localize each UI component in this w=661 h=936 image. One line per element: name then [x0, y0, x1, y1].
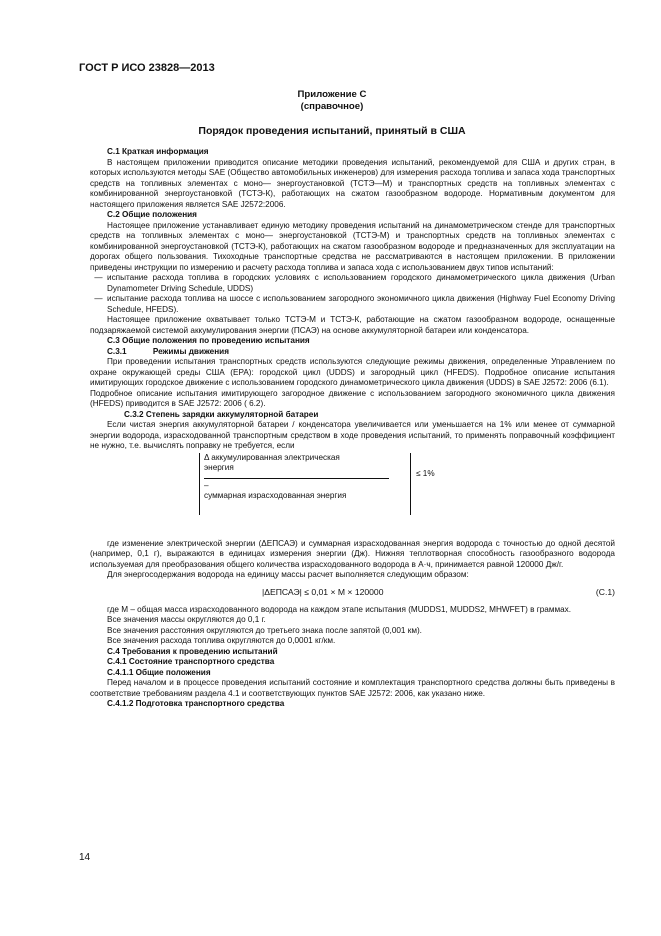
rounding-distance: Все значения расстояния округляются до третьего знака после запятой (0,001 км).	[107, 625, 422, 635]
section-c2-heading: С.2 Общие положения	[107, 210, 197, 219]
fraction-box	[199, 453, 411, 515]
appendix-label: Приложение С	[297, 89, 367, 100]
document-body	[90, 147, 615, 710]
section-c31-text: При проведении испытания транспортных средств используются следующие режимы движения, определенные Управлением по охране окружающей среды США (EPA): городской цикл (UDDS) и загородный цикл (HFEDS). Подробное описание испытания имитирующих городское движение с использованием городского динамометрического цикла движения (UDDS) в SAE J2572: 2006 (6.1).	[90, 357, 615, 387]
fraction-dash: –	[204, 480, 209, 490]
hydrogen-energy-text: Для энергосодержания водорода на единицу массы расчет выполняется следующим образом:	[107, 570, 469, 579]
standard-header: ГОСТ Р ИСО 23828—2013	[79, 62, 215, 74]
section-c32-heading: С.3.2 Степень зарядки аккумуляторной батареи	[124, 409, 319, 419]
section-c31-title: Режимы движения	[152, 346, 229, 356]
formula-number: (С.1)	[595, 586, 615, 597]
list-item: — испытание расхода топлива на шоссе с использованием загородного экономичного цикла движения (Highway Fuel Economy Driving Schedule, HFEDS).	[94, 294, 615, 314]
section-c3-heading: С.3 Общие положения по проведению испытания	[107, 336, 310, 345]
rounding-fuel: Все значения расхода топлива округляются до 0,0001 кг/км.	[107, 636, 336, 645]
section-c411-heading: С.4.1.1 Общие положения	[107, 667, 211, 677]
fraction-bar	[204, 478, 389, 479]
where-energy-text: где изменение электрической энергии (ΔEПСАЭ) и суммарная израсходованная энергия водорода с точностью до одной десятой (например, 0,1 г), выражаются в единицах измерения энергии (Дж). Нижняя теплотворная способность газообразного водорода используемая для преобразования общего количества израсходованного водорода в А·ч, принимается равной 120000 Дж/г.	[90, 538, 615, 569]
fraction-inequality: ≤ 1%	[416, 468, 435, 478]
fraction-denominator: суммарная израсходованная энергия	[204, 491, 347, 500]
list-item-text: испытание расхода топлива на шоссе с использованием загородного экономичного цикла движения (Highway Fuel Economy Driving Schedule, HFEDS).	[107, 294, 615, 314]
section-c411-text: Перед началом и в процессе проведения испытаний состояние и комплектация транспортного средства должны быть приведены в соответствие требованиям раздела 4.1 и соответствующих пунктов SAE J2572: 2006, как указано ниже.	[90, 678, 615, 698]
section-c31-heading	[90, 347, 615, 358]
formula-c1	[90, 581, 615, 605]
section-c41-heading: С.4.1 Состояние транспортного средства	[107, 657, 275, 666]
section-c1-text: В настоящем приложении приводится описание методики проведения испытаний, рекомендуемой для США и других стран, в которых используются методы SAE (Общество автомобильных инженеров) для измерения расхода топлива и запаса хода транспортных средств на топливных элементах с моно— энергоустановкой (ТСТЭ—М) и транспортных средств на топливных элементах с комбинированной энергоустановкой (ТСТЭ-К), работающих на сжатом газообразном водороде. Нормативным документом для настоящего приложения является SAE J2572:2006.	[90, 157, 615, 209]
section-c2-text: Настоящее приложение устанавливает единую методику проведения испытаний на динамометрическом стенде для транспортных средств на топливных элементах с моно— энергоустановкой (ТСТЭ-М) и транспортных средств на топливных элементах с комбинированной энергоустановкой (ТСТЭ-К), работающих на сжатом газообразном водороде и предназначенных для эксплуатации на дорогах общего пользования. Тихоходные транспортные средства не рассматриваются в настоящем приложении. В приложении приведены инструкции по измерению и расчету расхода топлива и запаса хода с использованием двух типов испытаний:	[90, 220, 615, 272]
page-number: 14	[79, 852, 91, 863]
list-item: — испытание расхода топлива в городских условиях с использованием городского динамометрического цикла движения (Urban Dynamometer Driving Schedule, UDDS)	[94, 273, 615, 293]
section-c2-text2: Настоящее приложение охватывает только ТСТЭ-М и ТСТЭ-К, работающие на сжатом газообразном водороде, оснащенные подзаряжаемой системой аккумулирования энергии (ПСАЭ) на основе аккумуляторной батареи или конденсатора.	[90, 315, 615, 335]
list-item-text: испытание расхода топлива в городских условиях с использованием городского динамометрического цикла движения (Urban Dynamometer Driving Schedule, UDDS)	[107, 273, 615, 293]
section-c1-heading: С.1 Краткая информация	[107, 147, 209, 156]
section-c31-text2: Подробное описание испытания имитирующего загородное движение с использованием загородного экономичного цикла движения (HFEDS) приводится в SAE J2572: 2006 ( 6.2).	[90, 388, 615, 408]
fraction-numerator-2: энергия	[204, 463, 234, 472]
fraction-numerator-1: Δ аккумулированная электрическая	[204, 452, 340, 462]
section-c412-heading: С.4.1.2 Подготовка транспортного средства	[107, 699, 285, 708]
appendix-title: Порядок проведения испытаний, принятый в США	[198, 125, 466, 137]
rounding-mass: Все значения массы округляются до 0,1 г.	[107, 615, 266, 624]
appendix-kind: (справочное)	[300, 101, 364, 112]
fraction-formula	[90, 453, 615, 537]
section-c32-text: Если чистая энергия аккумуляторной батареи / конденсатора увеличивается или уменьшается на 1% или менее от суммарной энергии водорода, израсходованной транспортным средством в ходе проведения испытаний, то применять поправочный коэффициент не нужно, т.е. вычислять поправку не требуется, если	[90, 420, 615, 450]
section-c4-heading: С.4 Требования к проведению испытаний	[107, 646, 278, 656]
formula-expression: |ΔEПСАЭ| ≤ 0,01 × M × 120000	[262, 586, 384, 597]
section-c31-number: С.3.1	[107, 346, 127, 356]
where-mass-text: где M – общая масса израсходованного водорода на каждом этапе испытания (MUDDS1, MUDDS2, MHWFET) в граммах.	[107, 604, 571, 614]
